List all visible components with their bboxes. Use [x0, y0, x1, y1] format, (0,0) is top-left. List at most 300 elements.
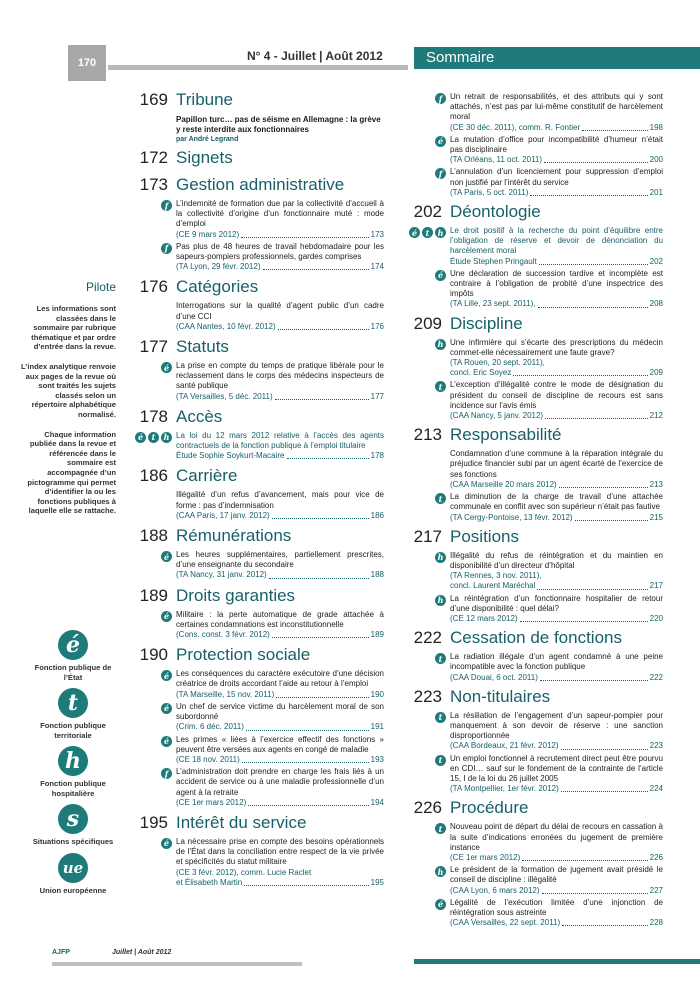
pictogram-icon: t [435, 653, 446, 664]
territoriale-icon: t [58, 688, 88, 718]
entry-text: Les conséquences du caractère exécutoire d’une décision créatrice de droits accordant l’aide au retour à l’emploi [176, 669, 384, 689]
section-page-number: 172 [139, 148, 168, 167]
entry-pictograms [161, 838, 172, 849]
entry-reference: (TA Cergy-Pontoise, 13 févr. 2012) [450, 512, 573, 522]
entry-reference: (CE 18 nov. 2011) [176, 754, 240, 764]
pictogram-icon: f [161, 768, 172, 779]
entry-reference: (CAA Nancy, 5 janv. 2012) [450, 411, 544, 421]
entry-pictograms [161, 551, 172, 562]
pictogram-icon: é [161, 611, 172, 622]
entry-reference: (CE 12 mars 2012) [450, 613, 518, 623]
entry-reference: Étude Stephen Pringault [450, 256, 537, 266]
legend-label: Union européenne [39, 885, 107, 895]
entry-reference-line [450, 673, 663, 683]
toc-section [134, 407, 384, 462]
footer-accent-bar [414, 959, 700, 964]
entry-page: 213 [649, 479, 663, 489]
dot-leader [539, 257, 648, 265]
entry-reference: (CAA Marseille 20 mars 2012) [450, 479, 557, 489]
entry-reference: Étude Sophie Soykurt-Macaire [176, 451, 285, 461]
toc-entry [408, 167, 663, 198]
section-page-number: 169 [139, 90, 168, 109]
dot-leader [241, 230, 369, 238]
section-title: Discipline [450, 313, 523, 333]
entry-reference: et Élisabeth Martin [176, 877, 243, 887]
legend-item [30, 804, 116, 847]
entry-reference: (CE 30 déc. 2011), comm. R. Fontier [450, 122, 581, 132]
toc-entry [408, 822, 663, 863]
toc-entry [134, 361, 384, 402]
section-heading [134, 586, 384, 608]
entry-pictograms [409, 227, 446, 238]
section-title: Intérêt du service [176, 812, 307, 832]
toc-entry [134, 242, 384, 273]
toc-section [134, 277, 384, 332]
entry-page: 193 [370, 754, 384, 764]
dot-leader [542, 886, 648, 894]
section-heading [134, 277, 384, 299]
entry-pictograms [161, 768, 172, 779]
section-title: Tribune [176, 90, 234, 109]
entry-pictograms [435, 339, 446, 350]
legend-label: Situations spécifiques [32, 837, 114, 846]
entry-page: 220 [649, 613, 663, 623]
pilote-box [20, 280, 116, 526]
entry-text: Un emploi fonctionnel à recrutement direct peut être pourvu en CDI… sauf sur le fondement de la contrainte de l’article 15, I de la loi du 26 juillet 2005 [450, 753, 663, 783]
entry-page: 212 [649, 411, 663, 421]
section-page-number: 209 [413, 313, 442, 333]
section-page-number: 213 [413, 425, 442, 445]
pictogram-icon: é [161, 703, 172, 714]
entry-text: Le président de la formation de jugement avait présidé le conseil de discipline : illégalité [450, 865, 663, 885]
entry-text: Illégalité d’un refus d’avancement, mais pour vice de forme : pas d’indemnisation [176, 490, 384, 510]
toc-entry [134, 837, 384, 888]
toc-section [134, 90, 384, 143]
entry-pictograms [435, 595, 446, 606]
toc-entry [408, 449, 663, 490]
pictogram-icon: h [435, 552, 446, 563]
entry-page: 178 [370, 451, 384, 461]
entry-reference: (TA Orléans, 11 oct. 2011) [450, 155, 543, 165]
entry-reference-line [176, 722, 384, 732]
legend-item [30, 688, 116, 740]
toc-section [408, 202, 663, 310]
entry-pictograms [135, 432, 172, 443]
entry-reference: (CAA Nantes, 10 févr. 2012) [176, 321, 276, 331]
toc-entry [134, 490, 384, 521]
pilote-title: Pilote [85, 280, 116, 294]
entry-reference: (TA Marseille, 15 nov. 2011) [176, 689, 275, 699]
entry-reference: (TA Lyon, 29 févr. 2012) [176, 262, 261, 272]
dot-leader [275, 392, 369, 400]
toc-entry [134, 199, 384, 240]
pictogram-icon: é [435, 136, 446, 147]
section-page-number: 223 [413, 686, 442, 706]
section-page-number: 188 [139, 526, 168, 546]
toc-section [134, 337, 384, 402]
entry-text: La mutation d’office pour incompatibilité d’humeur n’était pas disciplinaire [450, 134, 663, 155]
pilote-text: L’index analytique renvoie aux pages de la revue où sont traités les sujets classés selon un répertoire alphabétique normalisé. [21, 361, 116, 419]
toc-left-column [134, 90, 384, 893]
entry-reference-line [176, 322, 384, 332]
section-title: Non-titulaires [450, 686, 551, 706]
entry-pictograms [435, 866, 446, 877]
dot-leader [263, 262, 369, 270]
entry-reference-line [450, 411, 663, 421]
toc-section [408, 687, 663, 795]
pictogram-icon: é [161, 551, 172, 562]
dot-leader [248, 798, 368, 806]
entry-reference-line [450, 188, 663, 198]
entry-reference: concl. Laurent Maréchal [450, 581, 536, 591]
pictogram-icon: h [161, 432, 172, 443]
pictogram-icon: h [435, 595, 446, 606]
toc-section [408, 628, 663, 683]
section-heading [134, 407, 384, 429]
pictogram-icon: t [148, 432, 159, 443]
entry-page: 209 [649, 368, 663, 378]
entry-reference: (TA Lille, 23 sept. 2011), [450, 299, 536, 309]
dot-leader [562, 918, 648, 926]
section-title: Responsabilité [450, 425, 562, 445]
entry-reference-line [176, 230, 384, 240]
dot-leader [545, 411, 648, 419]
entry-page: 190 [370, 689, 384, 699]
entry-text: Le droit positif à la recherche du point d’équilibre entre l’obligation de réserve et devoir de dénonciation du harcèlement moral [450, 226, 663, 256]
footer-date: Juillet | Août 2012 [112, 949, 172, 956]
legend-label: Fonction publique hospitalière [40, 779, 106, 798]
entry-reference-line [450, 480, 663, 490]
section-title: Positions [450, 526, 519, 546]
entry-reference-line [450, 299, 663, 309]
pictogram-icon: f [161, 200, 172, 211]
pictogram-icon: é [409, 227, 420, 238]
entry-page: 194 [370, 797, 384, 807]
section-heading [408, 527, 663, 549]
footer-rule [52, 962, 302, 966]
entry-reference-line [450, 513, 663, 523]
dot-leader [582, 123, 648, 131]
pictogram-icon: é [161, 670, 172, 681]
entry-text: Nouveau point de départ du délai de recours en cassation à la suite d’indications erronées du jugement de première instance [450, 822, 663, 852]
entry-reference: (CE 3 févr. 2012), comm. Lucie Raclet [176, 867, 312, 877]
pictogram-icon: é [161, 838, 172, 849]
toc-section [408, 425, 663, 522]
entry-reference-line [450, 123, 663, 133]
entry-page: 200 [649, 155, 663, 165]
section-heading [408, 314, 663, 336]
entry-text: La nécessaire prise en compte des besoins opérationnels de l’État dans la conciliation entre respect de la vie privée et spécificités du statut militaire [176, 836, 384, 867]
toc-entry [408, 135, 663, 166]
section-heading [134, 90, 384, 112]
section-heading [134, 175, 384, 197]
entry-page: 222 [649, 672, 663, 682]
entry-reference: (TA Montpellier, 1er févr. 2012) [450, 784, 559, 794]
entry-reference: (CAA Douai, 6 oct. 2011) [450, 672, 538, 682]
toc-section [408, 798, 663, 928]
section-heading [408, 202, 663, 224]
legend-item [30, 853, 116, 896]
entry-pictograms [435, 653, 446, 664]
hospitaliere-icon: h [58, 746, 88, 776]
pictogram-icon: t [435, 493, 446, 504]
entry-reference-line [450, 581, 663, 591]
entry-reference: (TA Paris, 5 oct. 2011) [450, 187, 529, 197]
entry-reference-line [450, 784, 663, 794]
entry-reference-line [176, 798, 384, 808]
header-rule [108, 65, 408, 70]
toc-section [134, 148, 384, 170]
entry-text: Légalité de l’exécution limitée d’une injonction de réintégration sous astreinte [450, 897, 663, 917]
entry-reference: (TA Rouen, 20 sept. 2011), [450, 358, 545, 368]
toc-entry [134, 431, 384, 462]
etat-icon: é [58, 630, 88, 660]
entry-reference: (CE 9 mars 2012) [176, 229, 240, 239]
section-page-number: 195 [139, 812, 168, 832]
entry-pictograms [435, 270, 446, 281]
entry-reference: (TA Versailles, 5 déc. 2011) [176, 391, 273, 401]
entry-pictograms [435, 93, 446, 104]
entry-page: 217 [649, 581, 663, 591]
dot-leader [559, 480, 648, 488]
entry-reference-line [450, 614, 663, 624]
entry-text: Illégalité du refus de réintégration et du maintien en disponibilité d’un directeur d’hôpital [450, 550, 663, 570]
toc-section [134, 586, 384, 641]
entry-page: 173 [370, 229, 384, 239]
entry-text: La prise en compte du temps de pratique libérale pour le reclassement dans le corps des médecins inspecteurs de santé publique [176, 361, 384, 391]
legend-label: Fonction publique de l’État [34, 663, 112, 682]
toc-section [134, 813, 384, 888]
pictogram-icon: t [435, 712, 446, 723]
toc-section [134, 466, 384, 521]
dot-leader [269, 570, 369, 578]
pictogram-icon: f [435, 93, 446, 104]
entry-page: 208 [649, 299, 663, 309]
entry-pictograms [161, 611, 172, 622]
pilote-text: Chaque information publiée dans la revue et référencée dans le sommaire est accompagnée d’un pictogramme qui permet d’identifier la ou les fonctions publiques à laquelle elle se rattache. [27, 429, 116, 516]
pictogram-icon: é [435, 270, 446, 281]
dot-leader [522, 853, 647, 861]
entry-pictograms [435, 755, 446, 766]
situations-icon: s [58, 804, 88, 834]
entry-page: 176 [370, 321, 384, 331]
entry-pictograms [435, 381, 446, 392]
section-title: Carrière [176, 466, 238, 486]
dot-leader [561, 784, 648, 792]
toc-section [408, 92, 663, 198]
entry-reference-line [176, 630, 384, 640]
pictogram-icon: f [161, 243, 172, 254]
entry-pictograms [435, 136, 446, 147]
toc-right-column [408, 90, 663, 932]
entry-pictograms [161, 703, 172, 714]
entry-reference-line [176, 878, 384, 888]
dot-leader [287, 451, 369, 459]
dot-leader [244, 878, 368, 886]
entry-text: Militaire : la perte automatique de grade attachée à certaines condamnations est inconstitutionnelle [176, 609, 384, 629]
pictogram-icon: é [161, 362, 172, 373]
toc-section [134, 526, 384, 581]
section-page-number: 217 [413, 526, 442, 546]
section-page-number: 176 [139, 277, 168, 297]
legend-item [30, 630, 116, 682]
toc-entry [134, 301, 384, 332]
entry-text: La loi du 12 mars 2012 relative à l’accès des agents contractuels de la fonction publique à l’emploi titulaire [176, 430, 384, 451]
entry-text: Un retrait de responsabilités, et des attributs qui y sont attachés, n’est pas par lui-même constitutif de harcèlement moral [450, 92, 663, 122]
entry-reference-line [450, 853, 663, 863]
section-heading [408, 687, 663, 709]
entry-page: 195 [370, 877, 384, 887]
pictogram-icon: é [135, 432, 146, 443]
entry-text: L’exception d’illégalité contre le mode de désignation du président du conseil de discipline de recours est sans incidence sur l’avis émis [450, 380, 663, 410]
entry-reference: (CAA Paris, 17 janv. 2012) [176, 510, 270, 520]
pictogram-icon: t [435, 381, 446, 392]
entry-reference: (Cons. const. 3 févr. 2012) [176, 630, 270, 640]
entry-reference: (TA Nancy, 31 janv. 2012) [176, 570, 267, 580]
pictogram-icon: t [435, 755, 446, 766]
toc-entry [134, 669, 384, 700]
toc-section [134, 175, 384, 272]
section-heading [134, 337, 384, 359]
pictogram-icon: h [435, 866, 446, 877]
entry-page: 202 [649, 256, 663, 266]
dot-leader [272, 511, 369, 519]
entry-reference-line [176, 262, 384, 272]
entry-text: L’administration doit prendre en charge les frais liés à un accident de service ou à une maladie professionnelle d’un agent à la retraite [176, 767, 384, 797]
toc-section [408, 527, 663, 624]
entry-text: Condamnation d’une commune à la réparation intégrale du préjudice financier subi par un agent écarté de l’exercice de ses fonctions [450, 449, 663, 479]
dot-leader [575, 513, 648, 521]
section-heading [408, 628, 663, 650]
dot-leader [520, 614, 648, 622]
dot-leader [278, 322, 369, 330]
entry-page: 177 [370, 391, 384, 401]
pictogram-icon: é [435, 899, 446, 910]
entry-pictograms [435, 168, 446, 179]
entry-text: La radiation illégale d’un agent condamné à une peine incompatible avec la fonction publique [450, 652, 663, 672]
section-title: Droits garanties [176, 585, 296, 605]
toc-entry [134, 735, 384, 766]
dot-leader [513, 368, 647, 376]
entry-reference-line [450, 155, 663, 165]
section-heading [408, 425, 663, 447]
entry-reference: (Crim. 6 déc. 2011) [176, 722, 244, 732]
entry-pictograms [435, 899, 446, 910]
legend-label: Fonction publique territoriale [40, 721, 106, 740]
toc-entry [408, 492, 663, 523]
section-heading [134, 813, 384, 835]
entry-page: 224 [649, 784, 663, 794]
pictogram-icon: h [435, 227, 446, 238]
toc-entry [408, 338, 663, 379]
entry-page: 201 [649, 187, 663, 197]
toc-entry [408, 594, 663, 625]
entry-text: Une déclaration de succession tardive et incomplète est contraire à l’obligation de probité d’une inspectrice des impôts [450, 268, 663, 299]
section-title: Protection sociale [176, 645, 311, 665]
section-title: Signets [176, 148, 233, 167]
entry-page: 174 [370, 262, 384, 272]
entry-pictograms [161, 200, 172, 211]
entry-reference-line [450, 257, 663, 267]
entry-reference-line [176, 511, 384, 521]
section-title: Accès [176, 406, 223, 426]
entry-pictograms [161, 243, 172, 254]
entry-pictograms [435, 552, 446, 563]
entry-pictograms [435, 823, 446, 834]
pictogram-icon: é [161, 736, 172, 747]
section-heading [134, 466, 384, 488]
toc-entry [408, 711, 663, 752]
entry-reference: (TA Rennes, 3 nov. 2011), [450, 571, 542, 581]
pictogram-icon: t [422, 227, 433, 238]
entry-reference-line [176, 451, 384, 461]
entry-reference: (CE 1er mars 2012) [450, 852, 521, 862]
toc-entry [408, 269, 663, 310]
dot-leader [540, 673, 648, 681]
entry-reference-line [450, 741, 663, 751]
entry-page: 186 [370, 510, 384, 520]
dot-leader [561, 741, 648, 749]
toc-section [134, 645, 384, 808]
entry-text: L’annulation d’un licenciement pour suppression d’emploi non justifié par l’intérêt du service [450, 167, 663, 187]
section-page-number: 222 [413, 628, 442, 648]
entry-page: 227 [649, 885, 663, 895]
entry-reference-line [176, 868, 384, 878]
entry-page: 188 [370, 570, 384, 580]
toc-entry [408, 551, 663, 592]
dot-leader [538, 299, 648, 307]
entry-text: Un chef de service victime du harcèlement moral de son subordonné [176, 701, 384, 722]
section-heading [134, 645, 384, 667]
issue-label: N° 4 - Juillet | Août 2012 [247, 49, 383, 63]
toc-entry [408, 754, 663, 795]
section-title: Statuts [176, 337, 229, 357]
section-title: Catégories [176, 277, 259, 297]
entry-reference: (CAA Bordeaux, 21 févr. 2012) [450, 741, 559, 751]
dot-leader [537, 581, 647, 589]
toc-entry [408, 898, 663, 929]
toc-entry [408, 652, 663, 683]
entry-reference: (CAA Lyon, 6 mars 2012) [450, 885, 540, 895]
toc-entry [134, 610, 384, 641]
section-title: Procédure [450, 798, 529, 818]
entry-reference-line [450, 918, 663, 928]
entry-reference-line [176, 755, 384, 765]
toc-entry [408, 865, 663, 896]
pilote-text: Les informations sont classées dans le sommaire par rubrique thématique et par ordre d’entrée dans la revue. [31, 304, 116, 352]
entry-reference-line [450, 886, 663, 896]
toc-entry [408, 380, 663, 421]
footer-journal: AJFP [52, 949, 70, 956]
section-title: Gestion administrative [176, 175, 345, 194]
section-page-number: 178 [139, 406, 168, 426]
dot-leader [246, 722, 369, 730]
entry-text: La diminution de la charge de travail d’une attachée communale en conflit avec son supérieur n’était pas fautive [450, 492, 663, 512]
entry-pictograms [161, 362, 172, 373]
section-page-number: 190 [139, 645, 168, 665]
entry-pictograms [435, 493, 446, 504]
toc-entry [408, 226, 663, 267]
section-heading [134, 526, 384, 548]
dot-leader [272, 630, 369, 638]
entry-reference-line [450, 368, 663, 378]
section-page-number: 177 [139, 337, 168, 357]
page-number: 170 [68, 45, 106, 81]
entry-text: La résiliation de l’engagement d’un sapeur-pompier pour manquement à son devoir de réserve : une sanction disproportionnée [450, 710, 663, 741]
entry-text: La réintégration d’un fonctionnaire hospitalier de retour d’une disponibilité : quel délai? [450, 593, 663, 613]
section-page-number: 186 [139, 466, 168, 486]
entry-text: Pas plus de 48 heures de travail hebdomadaire pour les sapeurs-pompiers professionnels, gardes comprises [176, 241, 384, 262]
